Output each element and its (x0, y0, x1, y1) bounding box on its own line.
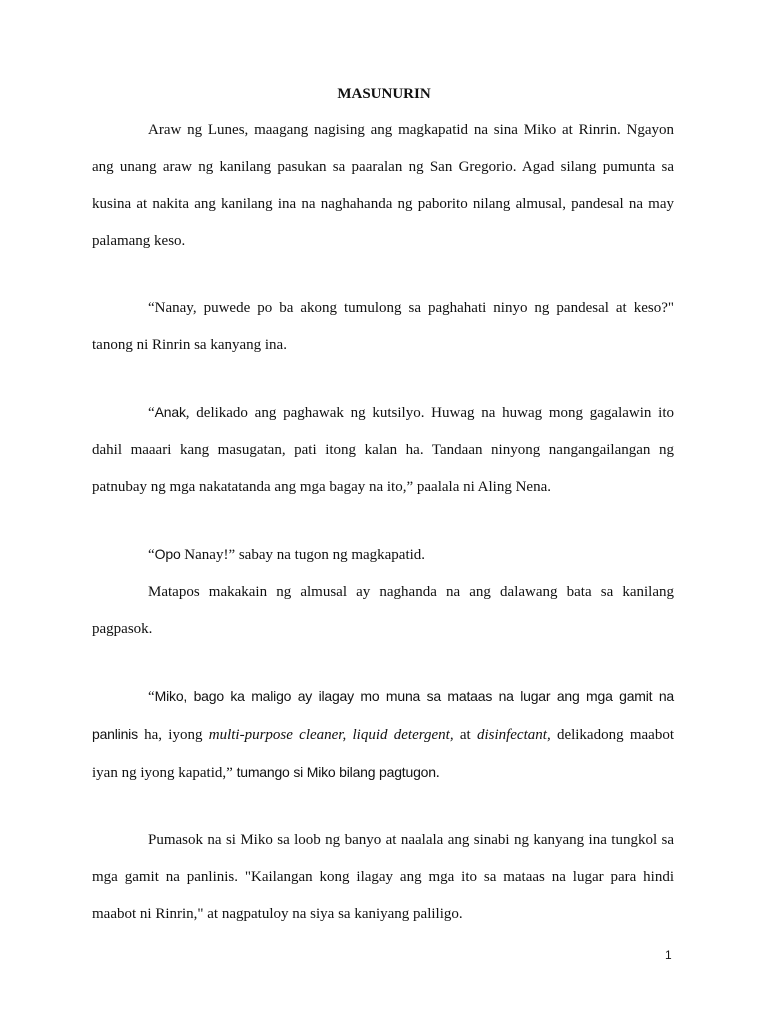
paragraph-7: Pumasok na si Miko sa loob ng banyo at naalala ang sinabi ng kanyang ina tungkol sa mga gamit na panlinis. "Kailangan kong ilagay ang mga ito sa mataas na lugar para hindi maabot ni Rinrin," at nagpatuloy na siya sa kaniyang paliligo. (92, 832, 674, 922)
paragraph-1: Araw ng Lunes, maagang nagising ang magkapatid na sina Miko at Rinrin. Ngayon ang unang araw ng kanilang pasukan sa paaralan ng San Gregorio. Agad silang pumunta sa kusina at nakita ang kanilang ina na naghahanda ng paborito nilang almusal, pandesal na may palamang keso. (92, 122, 674, 249)
paragraph-2: “Nanay, puwede po ba akong tumulong sa paghahati ninyo ng pandesal at keso?" tanong ni Rinrin sa kanyang ina. (92, 300, 674, 353)
story-body (92, 112, 674, 933)
page-number: 1 (665, 948, 672, 962)
paragraph-6 (92, 678, 674, 792)
text-segment: , delikadong maabot iyan ng iyong kapatid,” (92, 727, 675, 781)
paragraph-3 (92, 394, 674, 506)
text-segment: ha, iyong (137, 727, 209, 743)
paragraph-4-text: Nanay!” sabay na tugon ng magkapatid. (180, 547, 426, 563)
sans-word: Opo (154, 546, 181, 562)
sans-segment: Miko, bago ka maligo ay ilagay mo muna sa mataas na lugar ang mga gamit na panlinis (92, 688, 674, 742)
italic-term: disinfectant (476, 727, 547, 743)
sans-segment: tumango si Miko bilang pagtugon (236, 764, 436, 780)
text-segment: at (453, 727, 477, 743)
open-quote: “ (148, 547, 155, 563)
open-quote: “ (148, 405, 155, 421)
paragraph-3-text: , delikado ang paghawak ng kutsilyo. Huwag na huwag mong gagalawin ito dahil maaari kang masugatan, pati itong kalan ha. Tandaan ninyong nangangailangan ng patnubay ng mga nakatatanda ang mga bagay na ito,” paalala ni Aling Nena. (92, 405, 674, 495)
text-segment: . (435, 765, 440, 781)
page-title: MASUNURIN (337, 86, 431, 102)
paragraph-5: Matapos makakain ng almusal ay naghanda na ang dalawang bata sa kanilang pagpasok. (92, 584, 674, 637)
open-quote: “ (148, 689, 155, 705)
italic-term: multi-purpose cleaner, liquid detergent, (208, 727, 454, 743)
sans-word: Anak (154, 404, 186, 420)
paragraph-4 (92, 536, 674, 574)
